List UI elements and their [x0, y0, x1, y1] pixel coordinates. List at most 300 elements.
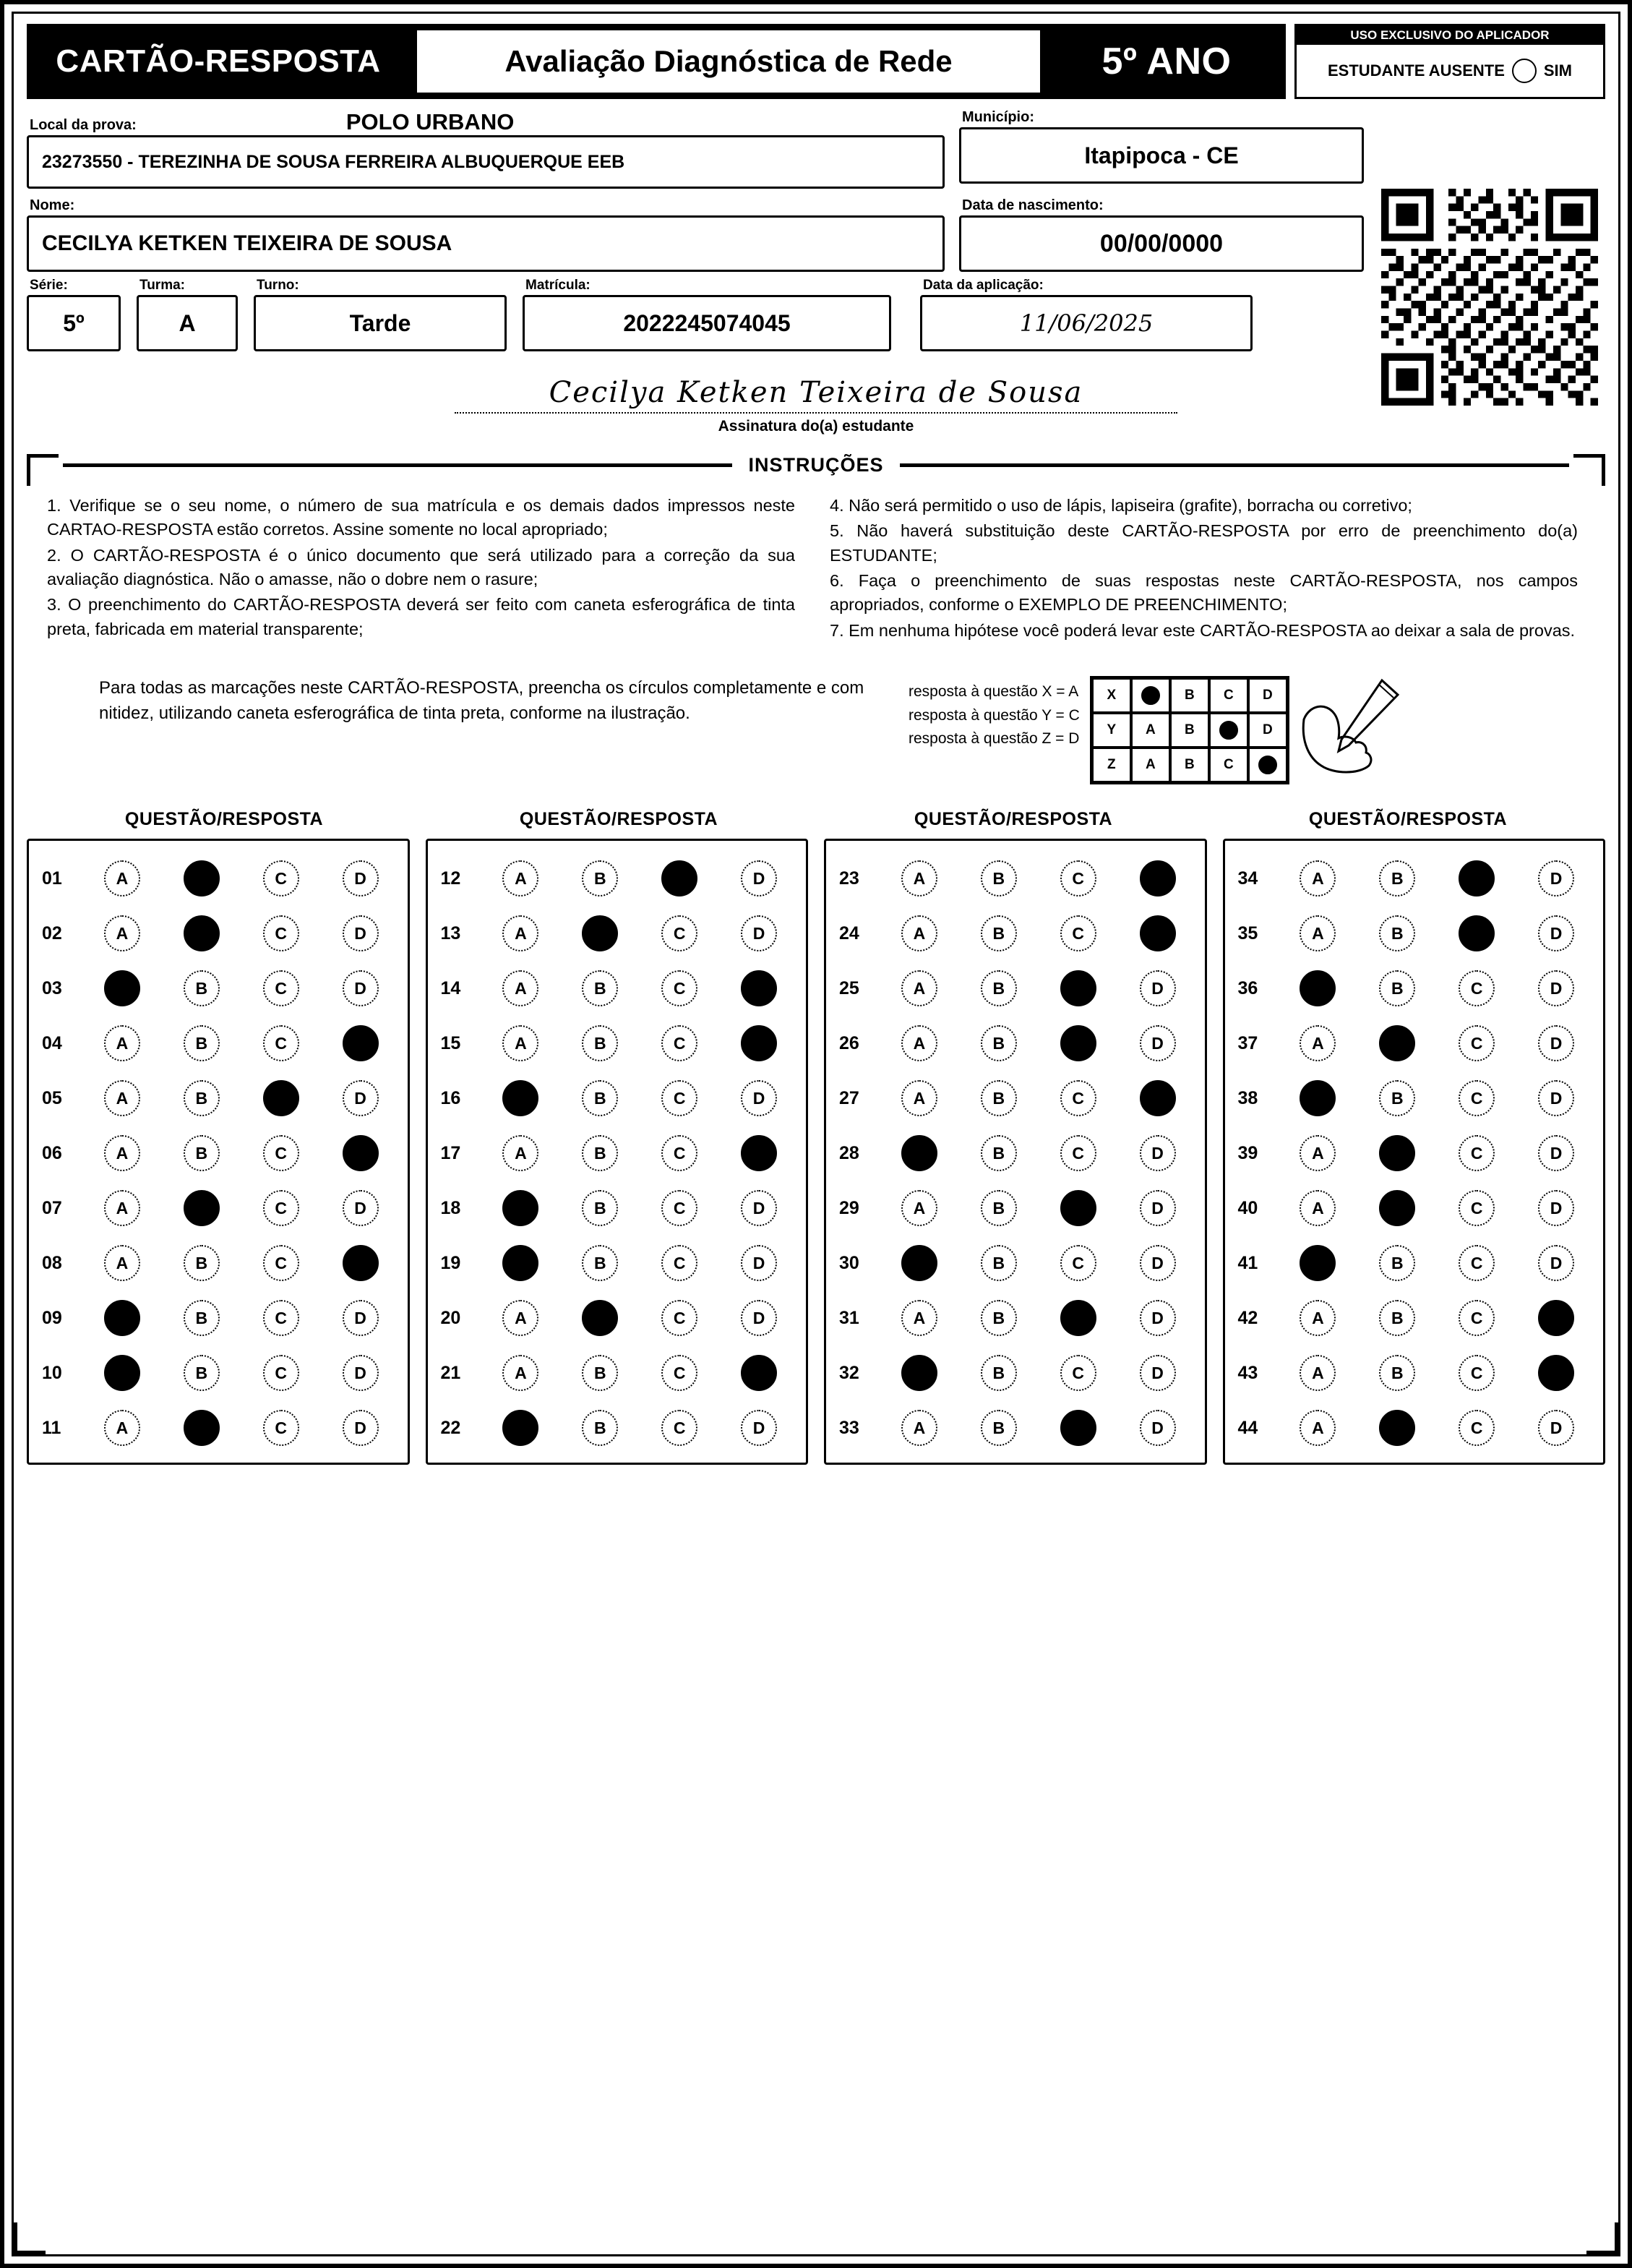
- registration-mark-top-left: [27, 454, 59, 486]
- example-legend-line: resposta à questão Z = D: [909, 730, 1080, 748]
- answer-bubble-d[interactable]: D: [1140, 1410, 1176, 1446]
- answer-bubble-b[interactable]: [1379, 1190, 1415, 1226]
- answer-bubbles: [880, 1245, 1198, 1281]
- answer-bubble-d[interactable]: [343, 1135, 379, 1171]
- answer-bubble-d[interactable]: D: [741, 1080, 777, 1116]
- answer-bubbles: [880, 1410, 1198, 1446]
- school-field: 23273550 - TEREZINHA DE SOUSA FERREIRA ALBUQUERQUE EEB: [27, 135, 945, 189]
- answer-bubble-c[interactable]: [1060, 1410, 1096, 1446]
- question-number: 35: [1237, 923, 1258, 943]
- example-bubble-a: A: [1131, 748, 1170, 782]
- question-number: 12: [440, 868, 461, 889]
- answer-bubbles: [481, 1245, 799, 1281]
- answer-bubble-d[interactable]: D: [1538, 1245, 1574, 1281]
- municipio-label: Município:: [962, 109, 1034, 125]
- answer-bubble-c[interactable]: C: [1459, 1080, 1495, 1116]
- answer-bubble-a[interactable]: [104, 1355, 140, 1391]
- fill-instruction-text: Para todas as marcações neste CARTÃO-RESPOSTA, preencha os círculos completamente e com nitidez, utilizando caneta esferográfica de tinta preta, conforme na ilustração.: [99, 678, 864, 723]
- answer-bubble-c[interactable]: C: [1459, 1245, 1495, 1281]
- instruction-item: 3. O preenchimento do CARTÃO-RESPOSTA deverá ser feito com caneta esferográfica de tinta preta, fabricada em material transparente;: [47, 595, 795, 638]
- answer-bubble-b[interactable]: B: [981, 1135, 1017, 1171]
- answers-column-header: QUESTÃO/RESPOSTA: [1308, 809, 1508, 830]
- answer-bubble-b[interactable]: B: [582, 1080, 618, 1116]
- answer-bubble-d[interactable]: [343, 1025, 379, 1061]
- answer-bubble-a[interactable]: A: [104, 860, 140, 896]
- answer-bubble-c[interactable]: C: [1060, 1080, 1096, 1116]
- answer-bubble-a[interactable]: [104, 970, 140, 1006]
- answer-bubble-c[interactable]: [1060, 1300, 1096, 1336]
- answer-bubble-c[interactable]: C: [263, 915, 299, 951]
- question-number: 25: [839, 977, 859, 998]
- answer-bubble-c[interactable]: C: [263, 970, 299, 1006]
- answer-bubble-a[interactable]: A: [502, 1135, 538, 1171]
- answer-bubble-b[interactable]: [184, 1410, 220, 1446]
- answer-bubble-b[interactable]: B: [1379, 860, 1415, 896]
- answer-row: [1232, 1345, 1597, 1400]
- signature-area: [27, 376, 1605, 435]
- answer-bubbles: [481, 915, 799, 951]
- nome-row: [27, 197, 1605, 272]
- example-bubble-c: C: [1209, 748, 1248, 782]
- answer-bubble-a[interactable]: A: [901, 860, 937, 896]
- answer-bubble-c[interactable]: C: [661, 1355, 697, 1391]
- answer-bubble-a[interactable]: A: [502, 970, 538, 1006]
- answer-bubble-a[interactable]: A: [901, 1300, 937, 1336]
- answer-bubble-b[interactable]: B: [582, 860, 618, 896]
- question-number: 14: [440, 977, 461, 998]
- absent-row: [1297, 45, 1603, 97]
- answer-row: [1232, 1291, 1597, 1345]
- answer-bubble-b[interactable]: B: [582, 1025, 618, 1061]
- answer-bubble-c[interactable]: C: [263, 1355, 299, 1391]
- answer-bubbles: [481, 1410, 799, 1446]
- answer-bubble-c[interactable]: C: [1459, 1135, 1495, 1171]
- answer-bubble-c[interactable]: C: [263, 1410, 299, 1446]
- answer-bubbles: [1279, 1410, 1597, 1446]
- answer-row: [435, 961, 799, 1016]
- answer-bubble-b[interactable]: [1379, 1410, 1415, 1446]
- answer-bubble-d[interactable]: D: [343, 860, 379, 896]
- answer-bubble-a[interactable]: [1300, 1080, 1336, 1116]
- answer-bubble-a[interactable]: [901, 1355, 937, 1391]
- answer-row: [833, 1181, 1198, 1236]
- answer-bubbles: [880, 1025, 1198, 1061]
- answer-bubbles: [82, 1135, 400, 1171]
- aplicacao-field: 11/06/2025: [920, 295, 1253, 351]
- answer-bubbles: [82, 1245, 400, 1281]
- answer-bubble-b[interactable]: B: [582, 970, 618, 1006]
- registration-mark-bottom-right: [1586, 2222, 1618, 2254]
- answer-bubble-c[interactable]: C: [1459, 1190, 1495, 1226]
- answer-bubble-b[interactable]: B: [981, 860, 1017, 896]
- answer-bubble-a[interactable]: A: [1300, 915, 1336, 951]
- answer-bubble-a[interactable]: A: [1300, 1410, 1336, 1446]
- answer-bubble-a[interactable]: A: [104, 1190, 140, 1226]
- serie-field: 5º: [27, 295, 121, 351]
- answer-bubble-d[interactable]: [1538, 1355, 1574, 1391]
- nome-field: CECILYA KETKEN TEIXEIRA DE SOUSA: [27, 215, 945, 272]
- answer-bubble-b[interactable]: B: [184, 1080, 220, 1116]
- question-number: 44: [1237, 1417, 1258, 1438]
- answer-bubble-a[interactable]: A: [901, 970, 937, 1006]
- answer-bubble-c[interactable]: C: [263, 1300, 299, 1336]
- answer-bubble-b[interactable]: B: [582, 1245, 618, 1281]
- answer-bubbles: [1279, 915, 1597, 951]
- example-row: [1092, 748, 1287, 782]
- answer-bubble-b[interactable]: B: [1379, 915, 1415, 951]
- answer-bubble-d[interactable]: D: [1140, 1300, 1176, 1336]
- answer-bubble-a[interactable]: A: [502, 1300, 538, 1336]
- answer-bubble-d[interactable]: D: [343, 1355, 379, 1391]
- answer-row: [435, 851, 799, 906]
- answer-bubble-d[interactable]: D: [1538, 1025, 1574, 1061]
- answer-bubble-b[interactable]: [1379, 1135, 1415, 1171]
- aplicacao-label: Data da aplicação:: [923, 278, 1044, 293]
- answer-bubble-b[interactable]: B: [582, 1135, 618, 1171]
- instruction-item: 5. Não haverá substituição deste CARTÃO-RESPOSTA por erro de preenchimento do(a) ESTUDANTE;: [830, 521, 1578, 565]
- example-row-label: Y: [1092, 713, 1131, 748]
- answer-bubble-c[interactable]: [1459, 915, 1495, 951]
- heading-rule-right: [900, 463, 1569, 467]
- answer-bubble-b[interactable]: [1379, 1025, 1415, 1061]
- answer-bubbles: [880, 915, 1198, 951]
- question-number: 19: [440, 1252, 461, 1273]
- answer-bubble-c[interactable]: [263, 1080, 299, 1116]
- answer-bubble-c[interactable]: C: [1459, 970, 1495, 1006]
- answer-row: [435, 1236, 799, 1291]
- answer-row: [1232, 1236, 1597, 1291]
- answer-bubble-d[interactable]: D: [1538, 860, 1574, 896]
- answer-bubble-d[interactable]: D: [741, 1410, 777, 1446]
- answer-bubble-b[interactable]: [582, 915, 618, 951]
- answer-row: [435, 1345, 799, 1400]
- answer-row: [833, 1400, 1198, 1455]
- matricula-group: [523, 278, 891, 351]
- answer-bubble-d[interactable]: D: [741, 915, 777, 951]
- answer-bubble-c[interactable]: C: [1060, 1135, 1096, 1171]
- answers-column: [824, 839, 1207, 1465]
- answer-bubble-b[interactable]: B: [184, 970, 220, 1006]
- answer-bubble-b[interactable]: B: [981, 1410, 1017, 1446]
- answer-bubble-a[interactable]: [502, 1410, 538, 1446]
- answer-bubbles: [82, 970, 400, 1006]
- answer-bubble-a[interactable]: A: [502, 915, 538, 951]
- answer-bubble-a[interactable]: [502, 1190, 538, 1226]
- question-number: 24: [839, 923, 859, 943]
- answer-bubble-a[interactable]: A: [104, 1135, 140, 1171]
- answer-bubble-c[interactable]: [1459, 860, 1495, 896]
- answer-bubble-d[interactable]: [741, 1135, 777, 1171]
- answer-bubble-d[interactable]: [741, 1025, 777, 1061]
- answer-bubble-b[interactable]: B: [184, 1355, 220, 1391]
- example-bubble-d: D: [1248, 713, 1287, 748]
- answer-bubble-a[interactable]: A: [901, 1025, 937, 1061]
- question-number: 17: [440, 1142, 461, 1163]
- question-number: 41: [1237, 1252, 1258, 1273]
- answer-bubble-a[interactable]: A: [502, 1025, 538, 1061]
- fill-example-section: [56, 676, 1576, 784]
- answer-bubble-c[interactable]: [661, 860, 697, 896]
- answer-row: [435, 1291, 799, 1345]
- answer-bubble-d[interactable]: [1538, 1300, 1574, 1336]
- answer-bubble-d[interactable]: D: [1538, 1135, 1574, 1171]
- answer-row: [36, 1071, 400, 1126]
- answer-bubble-c[interactable]: C: [1459, 1025, 1495, 1061]
- example-bubble-c: C: [1209, 678, 1248, 713]
- answer-bubble-d[interactable]: D: [1538, 1080, 1574, 1116]
- answer-bubble-a[interactable]: A: [104, 1245, 140, 1281]
- answer-bubble-c[interactable]: C: [661, 1245, 697, 1281]
- answer-bubble-c[interactable]: C: [661, 915, 697, 951]
- answer-row: [1232, 1126, 1597, 1181]
- answer-row: [36, 1400, 400, 1455]
- answer-bubble-a[interactable]: [901, 1245, 937, 1281]
- turno-label: Turno:: [257, 278, 299, 293]
- turno-field: Tarde: [254, 295, 507, 351]
- answer-bubble-b[interactable]: B: [184, 1135, 220, 1171]
- absent-bubble[interactable]: [1512, 59, 1537, 83]
- answer-bubble-c[interactable]: C: [1459, 1300, 1495, 1336]
- answer-bubble-c[interactable]: C: [661, 1190, 697, 1226]
- answer-bubble-d[interactable]: D: [741, 1190, 777, 1226]
- answer-bubble-b[interactable]: B: [1379, 970, 1415, 1006]
- question-number: 23: [839, 868, 859, 889]
- answer-bubble-d[interactable]: D: [1140, 1355, 1176, 1391]
- answer-row: [435, 1016, 799, 1071]
- answer-row: [36, 1291, 400, 1345]
- nome-col: [27, 197, 945, 272]
- answer-bubble-d[interactable]: [1140, 915, 1176, 951]
- answer-bubble-d[interactable]: D: [741, 860, 777, 896]
- answer-bubble-b[interactable]: B: [184, 1245, 220, 1281]
- answer-bubble-c[interactable]: C: [263, 1245, 299, 1281]
- answer-bubble-d[interactable]: [343, 1245, 379, 1281]
- answer-bubble-a[interactable]: A: [1300, 860, 1336, 896]
- answer-bubble-c[interactable]: C: [263, 860, 299, 896]
- answer-row: [1232, 1181, 1597, 1236]
- answer-bubble-a[interactable]: [901, 1135, 937, 1171]
- answer-bubble-d[interactable]: D: [1538, 1410, 1574, 1446]
- answer-bubble-c[interactable]: C: [263, 1190, 299, 1226]
- instruction-item: 6. Faça o preenchimento de suas respostas neste CARTÃO-RESPOSTA, nos campos apropriados, conforme o EXEMPLO DE PREENCHIMENTO;: [830, 571, 1578, 615]
- answer-bubble-a[interactable]: [1300, 1245, 1336, 1281]
- hand-with-pen-icon: [1297, 676, 1405, 777]
- question-number: 22: [440, 1417, 461, 1438]
- question-number: 18: [440, 1197, 461, 1218]
- answer-bubble-d[interactable]: [1140, 1080, 1176, 1116]
- answer-bubble-a[interactable]: [502, 1080, 538, 1116]
- aplicacao-group: [920, 278, 1253, 351]
- answer-bubble-d[interactable]: D: [1538, 1190, 1574, 1226]
- answers-column: [426, 839, 809, 1465]
- answer-bubbles: [1279, 1080, 1597, 1116]
- answer-bubbles: [82, 915, 400, 951]
- answer-bubble-d[interactable]: D: [741, 1300, 777, 1336]
- answer-bubbles: [880, 1300, 1198, 1336]
- applicator-box-title: USO EXCLUSIVO DO APLICADOR: [1297, 26, 1603, 45]
- example-bubble-d: [1248, 748, 1287, 782]
- local-col: [27, 109, 945, 189]
- municipio-col: [959, 109, 1364, 189]
- answer-bubble-a[interactable]: A: [901, 1190, 937, 1226]
- answer-bubble-d[interactable]: D: [343, 970, 379, 1006]
- answer-bubble-d[interactable]: D: [1140, 1245, 1176, 1281]
- instruction-item: 7. Em nenhuma hipótese você poderá levar este CARTÃO-RESPOSTA ao deixar a sala de provas.: [830, 620, 1576, 640]
- answer-row: [833, 1291, 1198, 1345]
- answer-bubble-c[interactable]: C: [661, 970, 697, 1006]
- answer-bubble-d[interactable]: [1140, 860, 1176, 896]
- answer-bubble-a[interactable]: A: [104, 1080, 140, 1116]
- local-label: Local da prova:: [30, 117, 137, 133]
- answer-bubble-b[interactable]: B: [981, 1190, 1017, 1226]
- answer-bubble-d[interactable]: D: [1538, 915, 1574, 951]
- signature-value[interactable]: Cecilya Ketken Teixeira de Sousa: [455, 376, 1177, 414]
- answer-bubble-d[interactable]: D: [1140, 1135, 1176, 1171]
- question-number: 15: [440, 1032, 461, 1053]
- answer-bubble-a[interactable]: A: [901, 1080, 937, 1116]
- answer-bubble-a[interactable]: A: [1300, 1355, 1336, 1391]
- answer-bubble-d[interactable]: [741, 1355, 777, 1391]
- answer-bubble-a[interactable]: A: [104, 1410, 140, 1446]
- absent-label: ESTUDANTE AUSENTE: [1328, 61, 1505, 80]
- answer-bubble-c[interactable]: C: [263, 1025, 299, 1061]
- answer-row: [36, 906, 400, 961]
- answer-bubble-b[interactable]: [582, 1300, 618, 1336]
- answer-bubble-b[interactable]: B: [582, 1410, 618, 1446]
- answer-bubble-a[interactable]: [502, 1245, 538, 1281]
- answer-bubble-c[interactable]: [1060, 1025, 1096, 1061]
- answer-bubble-b[interactable]: B: [582, 1355, 618, 1391]
- answer-bubble-b[interactable]: B: [1379, 1245, 1415, 1281]
- answer-bubble-a[interactable]: [104, 1300, 140, 1336]
- example-row: [1092, 678, 1287, 713]
- question-number: 11: [42, 1417, 61, 1438]
- registration-mark-bottom-left: [14, 2222, 46, 2254]
- answer-row: [435, 906, 799, 961]
- answer-row: [833, 1071, 1198, 1126]
- answer-bubble-c[interactable]: C: [661, 1135, 697, 1171]
- answer-row: [833, 1016, 1198, 1071]
- answer-bubble-a[interactable]: A: [502, 1355, 538, 1391]
- question-number: 27: [839, 1087, 859, 1108]
- answer-bubble-d[interactable]: [741, 970, 777, 1006]
- answer-bubble-a[interactable]: A: [901, 1410, 937, 1446]
- answer-bubble-b[interactable]: B: [981, 915, 1017, 951]
- answer-bubble-b[interactable]: B: [981, 1080, 1017, 1116]
- answer-bubble-a[interactable]: A: [104, 1025, 140, 1061]
- answer-bubble-b[interactable]: B: [981, 1300, 1017, 1336]
- answer-bubble-d[interactable]: D: [343, 1190, 379, 1226]
- answer-bubble-d[interactable]: D: [1140, 1025, 1176, 1061]
- answer-bubble-c[interactable]: C: [263, 1135, 299, 1171]
- answer-bubbles: [481, 1300, 799, 1336]
- answer-bubble-c[interactable]: C: [1459, 1355, 1495, 1391]
- answer-bubble-c[interactable]: C: [1060, 1245, 1096, 1281]
- answer-bubble-b[interactable]: B: [184, 1300, 220, 1336]
- answer-bubble-c[interactable]: [1060, 970, 1096, 1006]
- answer-bubble-b[interactable]: [184, 860, 220, 896]
- answer-row: [833, 961, 1198, 1016]
- question-number: 28: [839, 1142, 859, 1163]
- question-number: 39: [1237, 1142, 1258, 1163]
- instruction-item: 1. Verifique se o seu nome, o número de sua matrícula e os demais dados impressos neste CARTAO-RESPOSTA estão corretos. Assine somente no local apropriado;: [47, 496, 795, 539]
- example-bubble-b: B: [1170, 748, 1209, 782]
- answer-bubble-a[interactable]: A: [104, 915, 140, 951]
- polo-value: POLO URBANO: [345, 109, 515, 134]
- answer-bubble-a[interactable]: A: [502, 860, 538, 896]
- answer-bubble-b[interactable]: B: [582, 1190, 618, 1226]
- answer-bubble-d[interactable]: D: [1538, 970, 1574, 1006]
- example-bubble-b: B: [1170, 678, 1209, 713]
- header-grade: 5º ANO: [1047, 24, 1286, 99]
- answer-bubble-a[interactable]: A: [1300, 1025, 1336, 1061]
- answer-row: [1232, 961, 1597, 1016]
- answers-column-header: QUESTÃO/RESPOSTA: [124, 809, 324, 830]
- signature-caption: Assinatura do(a) estudante: [718, 418, 914, 435]
- question-number: 42: [1237, 1307, 1258, 1328]
- answer-bubble-d[interactable]: D: [343, 1410, 379, 1446]
- answer-bubble-c[interactable]: C: [661, 1410, 697, 1446]
- answer-bubble-b[interactable]: [184, 915, 220, 951]
- answer-bubble-b[interactable]: B: [981, 1245, 1017, 1281]
- answer-bubble-b[interactable]: B: [1379, 1080, 1415, 1116]
- answer-bubble-b[interactable]: B: [981, 970, 1017, 1006]
- answer-bubble-a[interactable]: A: [1300, 1135, 1336, 1171]
- answer-bubble-c[interactable]: C: [661, 1080, 697, 1116]
- answer-bubble-b[interactable]: B: [981, 1025, 1017, 1061]
- answer-bubbles: [1279, 1190, 1597, 1226]
- answer-bubble-a[interactable]: A: [1300, 1190, 1336, 1226]
- answer-bubble-b[interactable]: B: [184, 1025, 220, 1061]
- answer-bubble-d[interactable]: D: [741, 1245, 777, 1281]
- answer-bubble-c[interactable]: C: [1060, 860, 1096, 896]
- answer-bubble-b[interactable]: B: [1379, 1355, 1415, 1391]
- answer-bubble-d[interactable]: D: [343, 1080, 379, 1116]
- answer-bubble-c[interactable]: C: [661, 1300, 697, 1336]
- answers-headers: [27, 809, 1605, 830]
- answer-bubble-b[interactable]: [184, 1190, 220, 1226]
- answer-bubble-c[interactable]: C: [661, 1025, 697, 1061]
- header-bar: [27, 24, 1605, 99]
- question-number: 01: [42, 868, 62, 889]
- example-bubble-d: D: [1248, 678, 1287, 713]
- answer-bubble-a[interactable]: A: [1300, 1300, 1336, 1336]
- answer-bubble-b[interactable]: B: [1379, 1300, 1415, 1336]
- answer-bubble-d[interactable]: D: [343, 1300, 379, 1336]
- nome-label: Nome:: [30, 197, 75, 213]
- example-legend-line: resposta à questão X = A: [909, 683, 1079, 701]
- answer-bubbles: [481, 1080, 799, 1116]
- question-number: 06: [42, 1142, 62, 1163]
- answer-row: [435, 1400, 799, 1455]
- answer-bubble-d[interactable]: D: [343, 915, 379, 951]
- answer-bubble-c[interactable]: [1060, 1190, 1096, 1226]
- answer-bubble-c[interactable]: C: [1060, 1355, 1096, 1391]
- answer-row: [435, 1071, 799, 1126]
- serie-label: Série:: [30, 278, 68, 293]
- answer-row: [36, 1126, 400, 1181]
- answer-bubble-b[interactable]: B: [981, 1355, 1017, 1391]
- example-bubble-a: [1131, 678, 1170, 713]
- answer-bubble-a[interactable]: [1300, 970, 1336, 1006]
- answer-bubble-d[interactable]: D: [1140, 970, 1176, 1006]
- question-number: 16: [440, 1087, 461, 1108]
- answer-bubble-a[interactable]: A: [901, 915, 937, 951]
- answer-bubble-d[interactable]: D: [1140, 1190, 1176, 1226]
- answer-bubble-c[interactable]: C: [1459, 1410, 1495, 1446]
- instructions-columns: [47, 494, 1578, 644]
- answer-bubble-c[interactable]: C: [1060, 915, 1096, 951]
